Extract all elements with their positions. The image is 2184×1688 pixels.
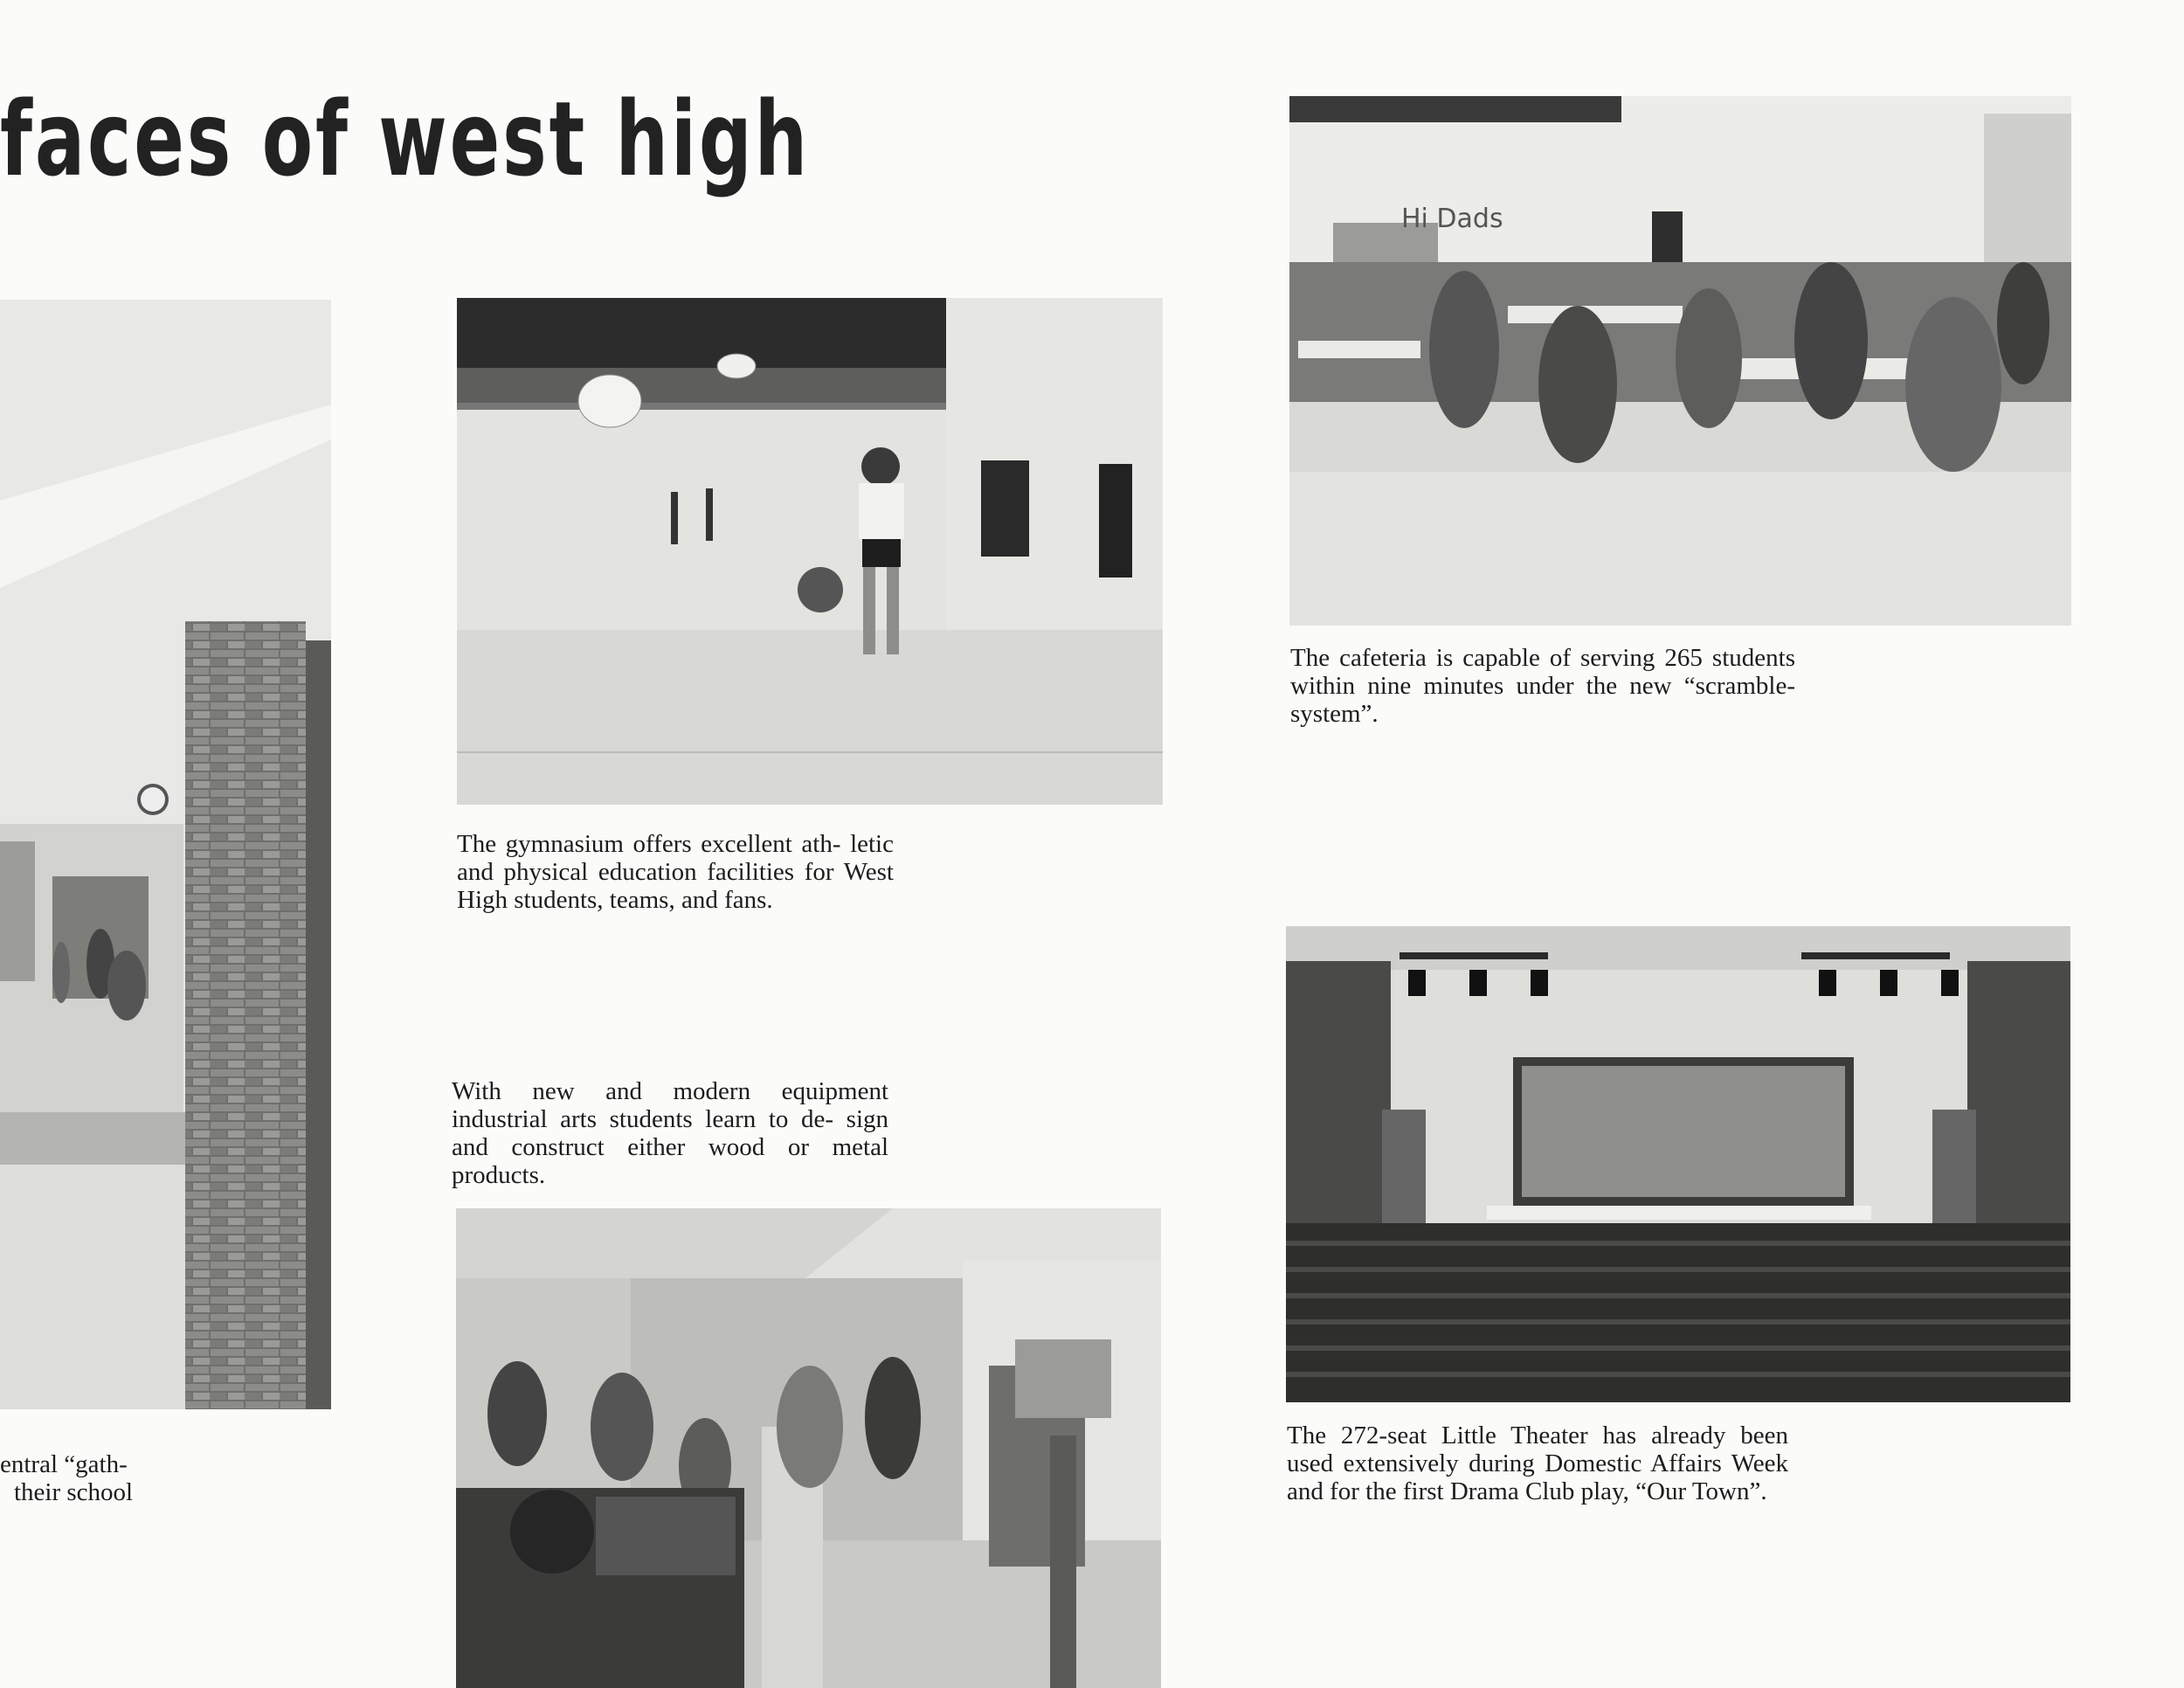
- gymnasium-caption: The gymnasium offers excellent ath- letic and physical education facilities for West High students, teams, and fans.: [457, 830, 894, 914]
- theater-caption: The 272-seat Little Theater has already been used extensively during Domestic Affairs Week and for the first Drama Club play, “Our Town”.: [1287, 1422, 1788, 1505]
- hallway-caption: [0, 1450, 175, 1506]
- theater-photo: [1286, 926, 2070, 1402]
- cafeteria-photo: [1289, 96, 2071, 626]
- cafeteria-caption: The cafeteria is capable of serving 265 students within nine minutes under the new “scramble-system”.: [1290, 644, 1795, 728]
- industrial-arts-caption: With new and modern equipment industrial arts students learn to de- sign and construct either wood or metal products.: [452, 1077, 888, 1189]
- hallway-caption-line2: their school: [14, 1478, 134, 1506]
- cafeteria-banner: Hi Dads: [1401, 204, 1503, 234]
- industrial-arts-photo: [456, 1208, 1161, 1688]
- hallway-photo: [0, 300, 331, 1409]
- gymnasium-photo: [457, 298, 1163, 805]
- page-title: faces of west high: [0, 79, 810, 199]
- hallway-caption-line1: entral “gath-: [0, 1450, 128, 1478]
